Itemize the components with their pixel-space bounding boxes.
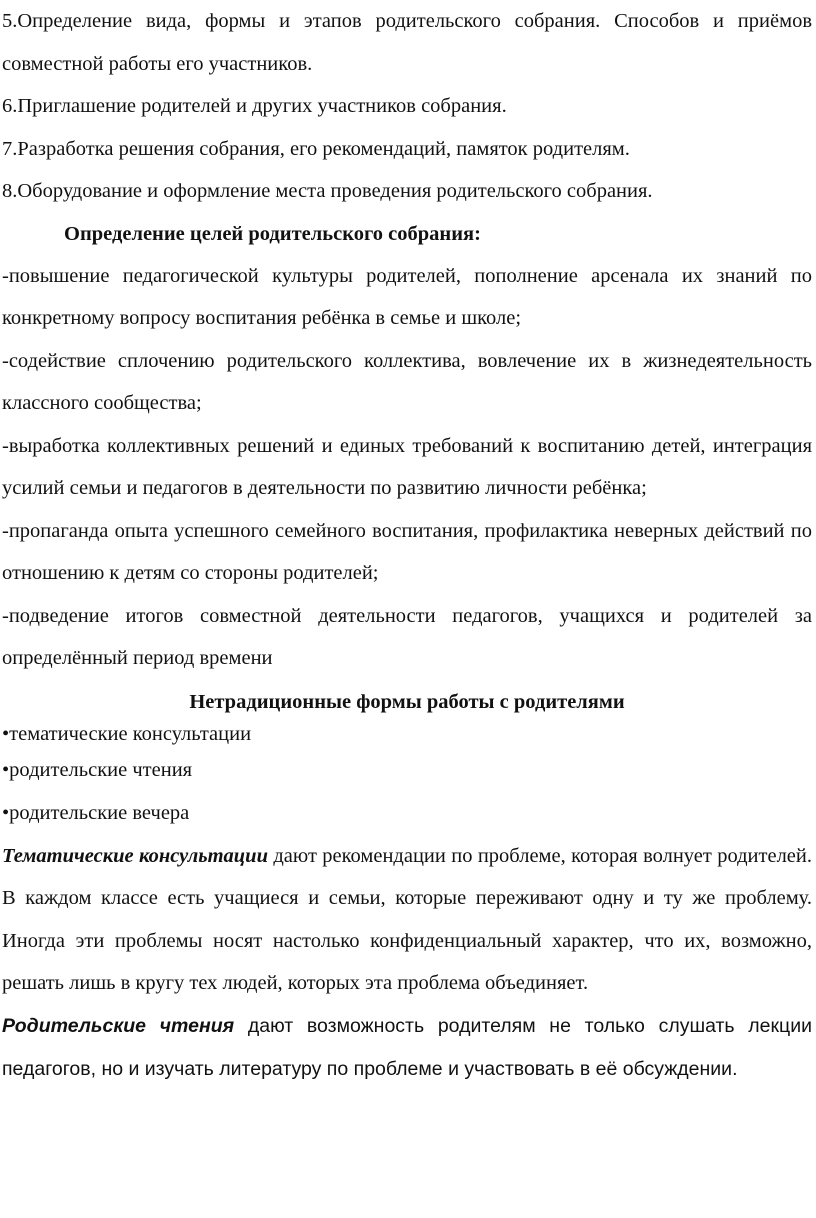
readings-text: дают возможность родителям не только слушать лекции педагогов, но и изучать литературу по проблеме и участвовать в её обсуждении. xyxy=(2,1014,812,1080)
consultations-paragraph xyxy=(2,835,812,1005)
list-item-6: 6.Приглашение родителей и других участников собрания. xyxy=(2,95,507,117)
consultations-lead: Тематические консультации xyxy=(2,844,268,867)
forms-heading: Нетрадиционные формы работы с родителями xyxy=(189,690,625,713)
list-item-8: 8.Оборудование и оформление места проведения родительского собрания. xyxy=(2,180,653,202)
form-bullet-item: •родительские чтения xyxy=(2,758,193,781)
readings-paragraph xyxy=(2,1005,812,1091)
goal-item: -выработка коллективных решений и единых требований к воспитанию детей, интеграция усилий семьи и педагогов в деятельности по развитию личности ребёнка; xyxy=(2,434,812,499)
goal-item: -подведение итогов совместной деятельности педагогов, учащихся и родителей за определённый период времени xyxy=(2,604,812,669)
goal-item: -содействие сплочению родительского коллектива, вовлечение их в жизнедеятельность классного сообщества; xyxy=(2,349,812,414)
readings-lead: Родительские чтения xyxy=(2,1014,235,1037)
goals-heading: Определение целей родительского собрания: xyxy=(64,222,481,245)
form-bullet-item: •родительские вечера xyxy=(2,801,190,824)
form-bullet-item: •тематические консультации xyxy=(2,722,252,745)
list-item-7: 7.Разработка решения собрания, его рекомендаций, памяток родителям. xyxy=(2,137,630,160)
consultations-text: дают рекомендации по проблеме, которая волнует родителей. В каждом классе есть учащиеся и семьи, которые переживают одну и ту же проблему. Иногда эти проблемы носят настолько конфиденциальный характер, что их, возможно, решать лишь в кругу тех людей, которых эта проблема объединяет. xyxy=(2,844,813,994)
goal-item: -повышение педагогической культуры родителей, пополнение арсенала их знаний по конкретному вопросу воспитания ребёнка в семье и школе; xyxy=(2,264,812,329)
list-item-5: 5.Определение вида, формы и этапов родительского собрания. Способов и приёмов совместной работы его участников. xyxy=(2,10,812,75)
goal-item: -пропаганда опыта успешного семейного воспитания, профилактика неверных действий по отношению к детям со стороны родителей; xyxy=(2,519,812,584)
